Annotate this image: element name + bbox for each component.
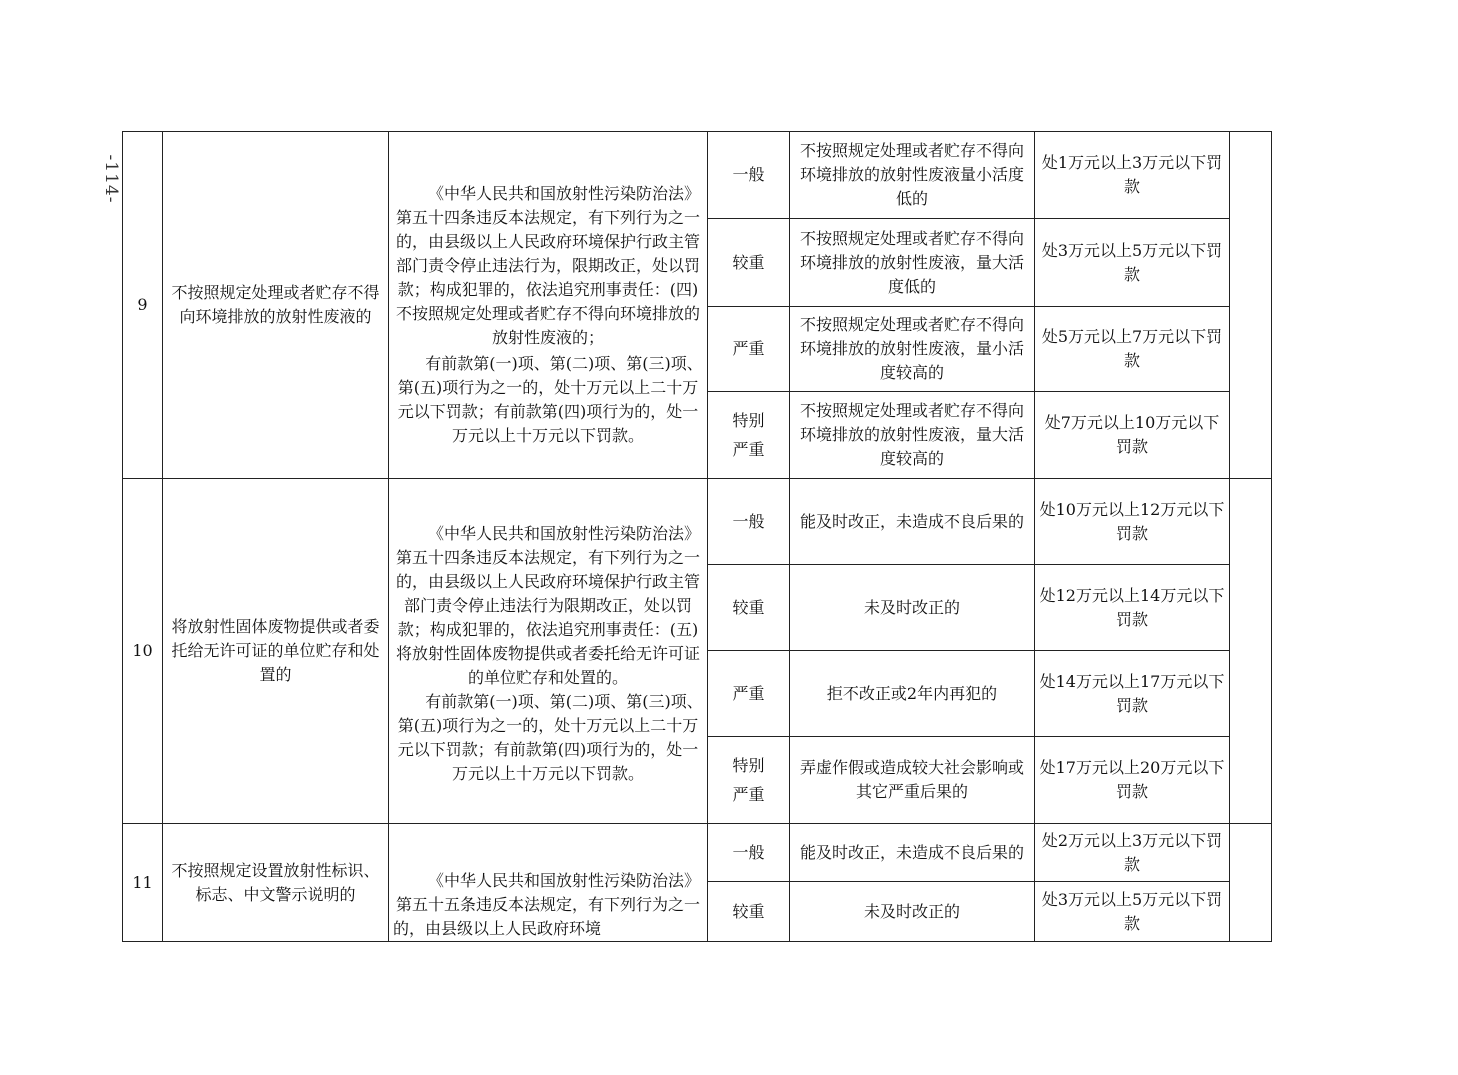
violation-circumstance: 能及时改正，未造成不良后果的 bbox=[790, 824, 1035, 882]
penalty-amount: 处12万元以上14万元以下罚款 bbox=[1035, 565, 1230, 651]
violation-circumstance: 未及时改正的 bbox=[790, 565, 1035, 651]
legal-basis-paragraph: 《中华人民共和国放射性污染防治法》第五十四条违反本法规定，有下列行为之一的，由县级以上人民政府环境保护行政主管部门责令停止违法行为限期改正，处以罚款；构成犯罪的，依法追究刑事责任：(五)将放射性固体废物提供或者委托给无许可证的单位贮存和处置的。 bbox=[395, 524, 700, 687]
penalty-amount: 处3万元以上5万元以下罚款 bbox=[1035, 219, 1230, 307]
legal-basis-paragraph: 《中华人民共和国放射性污染防治法》第五十四条违反本法规定，有下列行为之一的，由县级以上人民政府环境保护行政主管部门责令停止违法行为，限期改正，处以罚款；构成犯罪的，依法追究刑事责任：(四)不按照规定处理或者贮存不得向环境排放的放射性废液的； bbox=[395, 184, 700, 347]
penalty-amount: 处17万元以上20万元以下罚款 bbox=[1035, 737, 1230, 824]
discretion-level: 特别严重 bbox=[708, 737, 790, 824]
violation-circumstance: 拒不改正或2年内再犯的 bbox=[790, 651, 1035, 737]
discretion-level: 较重 bbox=[708, 565, 790, 651]
violation-circumstance: 不按照规定处理或者贮存不得向环境排放的放射性废液，量小活度较高的 bbox=[790, 307, 1035, 392]
remark-cell bbox=[1230, 132, 1272, 479]
table-row bbox=[123, 479, 1272, 565]
legal-basis-paragraph: 有前款第(一)项、第(二)项、第(三)项、第(五)项行为之一的，处十万元以上二十万元以下罚款；有前款第(四)项行为的，处一万元以上十万元以下罚款。 bbox=[397, 354, 703, 445]
violation-circumstance: 不按照规定处理或者贮存不得向环境排放的放射性废液，量大活度较高的 bbox=[790, 392, 1035, 479]
discretion-level: 较重 bbox=[708, 882, 790, 942]
legal-basis bbox=[389, 479, 708, 824]
violation-description: 不按照规定设置放射性标识、标志、中文警示说明的 bbox=[163, 824, 389, 942]
penalty-amount: 处2万元以上3万元以下罚款 bbox=[1035, 824, 1230, 882]
discretion-level: 一般 bbox=[708, 479, 790, 565]
penalty-amount: 处1万元以上3万元以下罚款 bbox=[1035, 132, 1230, 219]
penalty-amount: 处10万元以上12万元以下罚款 bbox=[1035, 479, 1230, 565]
legal-basis bbox=[389, 824, 708, 942]
violation-circumstance: 弄虚作假或造成较大社会影响或其它严重后果的 bbox=[790, 737, 1035, 824]
table-row bbox=[123, 824, 1272, 882]
legal-basis bbox=[389, 132, 708, 479]
violation-circumstance: 不按照规定处理或者贮存不得向环境排放的放射性废液，量大活度低的 bbox=[790, 219, 1035, 307]
discretion-level: 严重 bbox=[708, 651, 790, 737]
penalty-amount: 处5万元以上7万元以下罚款 bbox=[1035, 307, 1230, 392]
violation-description: 将放射性固体废物提供或者委托给无许可证的单位贮存和处置的 bbox=[163, 479, 389, 824]
legal-basis-paragraph: 有前款第(一)项、第(二)项、第(三)项、第(五)项行为之一的，处十万元以上二十万元以下罚款；有前款第(四)项行为的，处一万元以上十万元以下罚款。 bbox=[397, 692, 703, 783]
discretion-level: 一般 bbox=[708, 132, 790, 219]
discretion-level: 特别严重 bbox=[708, 392, 790, 479]
violation-circumstance: 未及时改正的 bbox=[790, 882, 1035, 942]
penalty-amount: 处7万元以上10万元以下罚款 bbox=[1035, 392, 1230, 479]
penalty-standard-table bbox=[122, 131, 1272, 942]
item-number: 9 bbox=[123, 132, 163, 479]
violation-circumstance: 不按照规定处理或者贮存不得向环境排放的放射性废液量小活度低的 bbox=[790, 132, 1035, 219]
table-row bbox=[123, 132, 1272, 219]
discretion-level: 严重 bbox=[708, 307, 790, 392]
legal-basis-paragraph: 《中华人民共和国放射性污染防治法》第五十五条违反本法规定，有下列行为之一的，由县级以上人民政府环境 bbox=[393, 871, 700, 938]
remark-cell bbox=[1230, 824, 1272, 942]
page-number: -114- bbox=[101, 154, 121, 204]
item-number: 10 bbox=[123, 479, 163, 824]
item-number: 11 bbox=[123, 824, 163, 942]
discretion-level: 一般 bbox=[708, 824, 790, 882]
penalty-amount: 处14万元以上17万元以下罚款 bbox=[1035, 651, 1230, 737]
penalty-amount: 处3万元以上5万元以下罚款 bbox=[1035, 882, 1230, 942]
discretion-level: 较重 bbox=[708, 219, 790, 307]
violation-description: 不按照规定处理或者贮存不得向环境排放的放射性废液的 bbox=[163, 132, 389, 479]
remark-cell bbox=[1230, 479, 1272, 824]
violation-circumstance: 能及时改正，未造成不良后果的 bbox=[790, 479, 1035, 565]
